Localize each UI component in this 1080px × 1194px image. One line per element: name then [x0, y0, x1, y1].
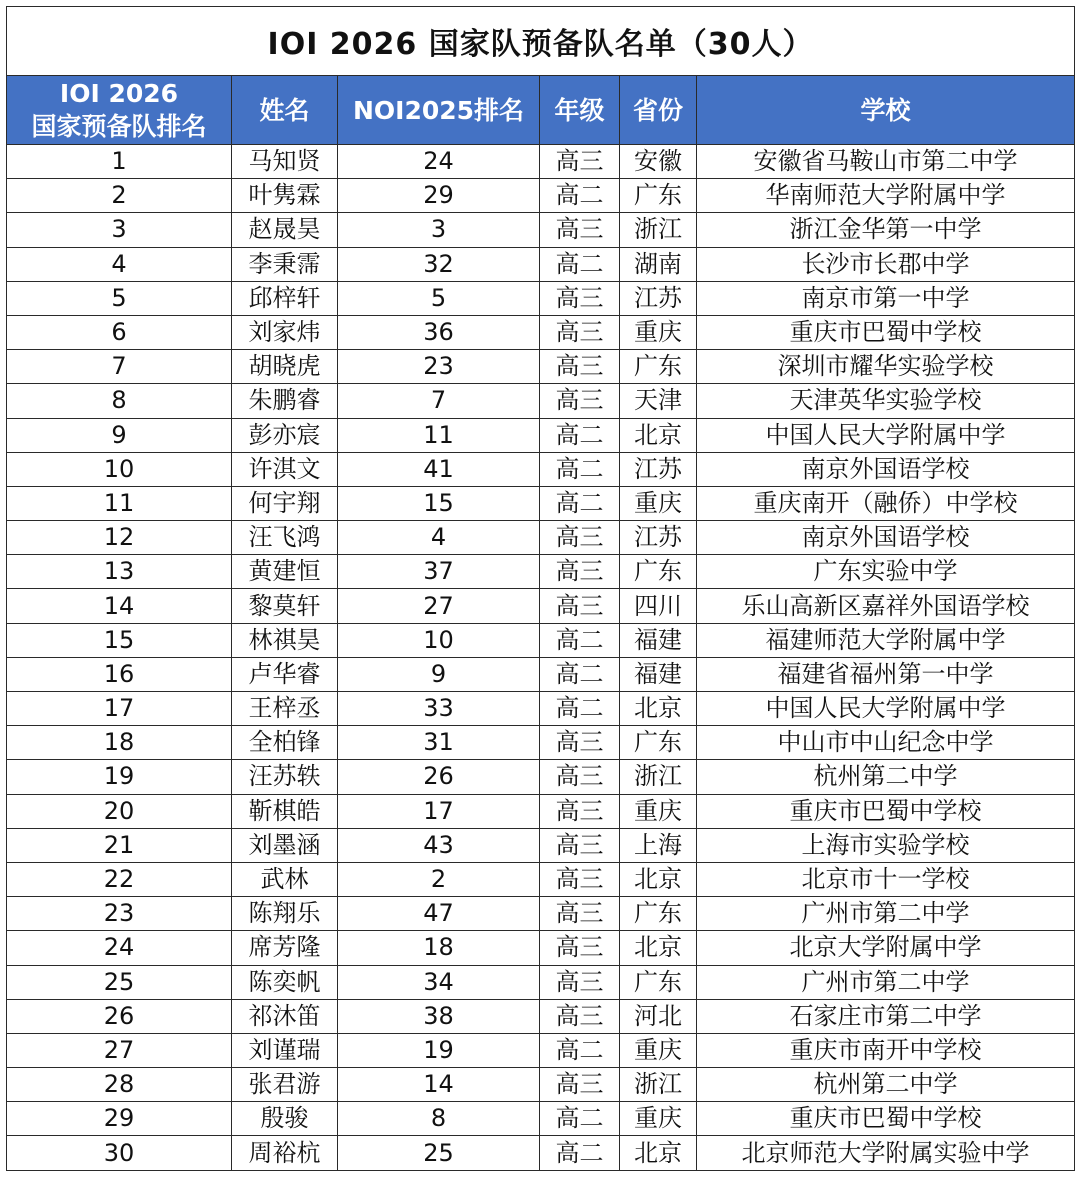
cell-province: 广东	[620, 726, 697, 760]
cell-noi-rank: 41	[338, 452, 540, 486]
cell-rank: 7	[7, 350, 232, 384]
cell-grade: 高三	[540, 350, 620, 384]
cell-name: 靳棋皓	[232, 794, 338, 828]
cell-province: 浙江	[620, 760, 697, 794]
table-row	[7, 862, 1075, 896]
cell-school: 天津英华实验学校	[697, 384, 1075, 418]
cell-grade: 高二	[540, 452, 620, 486]
cell-grade: 高三	[540, 315, 620, 349]
cell-province: 上海	[620, 828, 697, 862]
cell-school: 杭州第二中学	[697, 760, 1075, 794]
cell-school: 中国人民大学附属中学	[697, 418, 1075, 452]
table-row	[7, 555, 1075, 589]
cell-school: 南京外国语学校	[697, 521, 1075, 555]
header-rank	[7, 76, 232, 145]
cell-rank: 30	[7, 1136, 232, 1170]
cell-province: 广东	[620, 555, 697, 589]
table-row	[7, 384, 1075, 418]
cell-name: 全柏锋	[232, 726, 338, 760]
header-school: 学校	[697, 76, 1075, 145]
cell-noi-rank: 25	[338, 1136, 540, 1170]
cell-grade: 高三	[540, 828, 620, 862]
cell-rank: 3	[7, 213, 232, 247]
cell-province: 江苏	[620, 281, 697, 315]
cell-grade: 高三	[540, 965, 620, 999]
cell-school: 北京师范大学附属实验中学	[697, 1136, 1075, 1170]
table-row	[7, 931, 1075, 965]
cell-grade: 高三	[540, 726, 620, 760]
cell-noi-rank: 47	[338, 897, 540, 931]
cell-name: 邱梓轩	[232, 281, 338, 315]
table-row	[7, 692, 1075, 726]
table-row	[7, 760, 1075, 794]
cell-name: 刘墨涵	[232, 828, 338, 862]
cell-grade: 高三	[540, 862, 620, 896]
cell-grade: 高二	[540, 657, 620, 691]
table-row	[7, 1102, 1075, 1136]
cell-name: 刘谨瑞	[232, 1033, 338, 1067]
cell-grade: 高三	[540, 999, 620, 1033]
cell-name: 赵晟昊	[232, 213, 338, 247]
table-title: IOI 2026 国家队预备队名单（30人）	[7, 7, 1075, 76]
cell-grade: 高二	[540, 623, 620, 657]
cell-rank: 15	[7, 623, 232, 657]
cell-grade: 高二	[540, 486, 620, 520]
cell-school: 浙江金华第一中学	[697, 213, 1075, 247]
cell-noi-rank: 7	[338, 384, 540, 418]
table-row	[7, 794, 1075, 828]
cell-province: 福建	[620, 623, 697, 657]
header-row	[7, 76, 1075, 145]
cell-school: 广州市第二中学	[697, 897, 1075, 931]
cell-grade: 高三	[540, 760, 620, 794]
cell-school: 乐山高新区嘉祥外国语学校	[697, 589, 1075, 623]
cell-school: 安徽省马鞍山市第二中学	[697, 145, 1075, 179]
table-row	[7, 281, 1075, 315]
cell-rank: 25	[7, 965, 232, 999]
cell-province: 浙江	[620, 1068, 697, 1102]
cell-noi-rank: 15	[338, 486, 540, 520]
cell-school: 广东实验中学	[697, 555, 1075, 589]
cell-rank: 4	[7, 247, 232, 281]
cell-rank: 5	[7, 281, 232, 315]
cell-school: 福建师范大学附属中学	[697, 623, 1075, 657]
cell-name: 黄建恒	[232, 555, 338, 589]
header-name: 姓名	[232, 76, 338, 145]
cell-grade: 高三	[540, 897, 620, 931]
cell-rank: 16	[7, 657, 232, 691]
cell-province: 北京	[620, 862, 697, 896]
cell-rank: 2	[7, 179, 232, 213]
cell-grade: 高二	[540, 1102, 620, 1136]
cell-noi-rank: 4	[338, 521, 540, 555]
cell-school: 深圳市耀华实验学校	[697, 350, 1075, 384]
cell-name: 黎莫轩	[232, 589, 338, 623]
table-row	[7, 1033, 1075, 1067]
header-rank-line1: IOI 2026	[59, 79, 179, 108]
cell-school: 北京大学附属中学	[697, 931, 1075, 965]
cell-grade: 高三	[540, 555, 620, 589]
cell-rank: 8	[7, 384, 232, 418]
table-row	[7, 350, 1075, 384]
cell-province: 广东	[620, 965, 697, 999]
table-row	[7, 999, 1075, 1033]
cell-grade: 高三	[540, 521, 620, 555]
cell-grade: 高三	[540, 794, 620, 828]
cell-noi-rank: 10	[338, 623, 540, 657]
cell-school: 福建省福州第一中学	[697, 657, 1075, 691]
cell-name: 陈奕帆	[232, 965, 338, 999]
cell-name: 彭亦宸	[232, 418, 338, 452]
cell-grade: 高二	[540, 247, 620, 281]
cell-school: 重庆市巴蜀中学校	[697, 1102, 1075, 1136]
cell-province: 重庆	[620, 1102, 697, 1136]
cell-province: 广东	[620, 897, 697, 931]
cell-rank: 28	[7, 1068, 232, 1102]
cell-name: 汪苏轶	[232, 760, 338, 794]
cell-grade: 高二	[540, 692, 620, 726]
cell-school: 中国人民大学附属中学	[697, 692, 1075, 726]
cell-grade: 高三	[540, 145, 620, 179]
cell-rank: 17	[7, 692, 232, 726]
cell-noi-rank: 31	[338, 726, 540, 760]
roster-table	[6, 6, 1075, 1171]
cell-rank: 12	[7, 521, 232, 555]
cell-school: 上海市实验学校	[697, 828, 1075, 862]
cell-name: 何宇翔	[232, 486, 338, 520]
cell-rank: 6	[7, 315, 232, 349]
cell-noi-rank: 3	[338, 213, 540, 247]
cell-noi-rank: 43	[338, 828, 540, 862]
table-row	[7, 1068, 1075, 1102]
cell-rank: 21	[7, 828, 232, 862]
cell-name: 席芳隆	[232, 931, 338, 965]
cell-school: 南京外国语学校	[697, 452, 1075, 486]
cell-noi-rank: 37	[338, 555, 540, 589]
cell-name: 武林	[232, 862, 338, 896]
cell-school: 北京市十一学校	[697, 862, 1075, 896]
cell-noi-rank: 2	[338, 862, 540, 896]
table-row	[7, 623, 1075, 657]
cell-name: 刘家炜	[232, 315, 338, 349]
cell-noi-rank: 23	[338, 350, 540, 384]
cell-noi-rank: 11	[338, 418, 540, 452]
cell-noi-rank: 17	[338, 794, 540, 828]
cell-noi-rank: 8	[338, 1102, 540, 1136]
cell-noi-rank: 18	[338, 931, 540, 965]
cell-province: 北京	[620, 1136, 697, 1170]
cell-grade: 高二	[540, 418, 620, 452]
cell-noi-rank: 14	[338, 1068, 540, 1102]
cell-name: 卢华睿	[232, 657, 338, 691]
table-row	[7, 145, 1075, 179]
cell-grade: 高三	[540, 931, 620, 965]
header-rank-line2: 国家预备队排名	[31, 112, 207, 141]
cell-province: 江苏	[620, 452, 697, 486]
table-row	[7, 1136, 1075, 1170]
cell-grade: 高二	[540, 1136, 620, 1170]
cell-noi-rank: 24	[338, 145, 540, 179]
cell-rank: 19	[7, 760, 232, 794]
cell-noi-rank: 19	[338, 1033, 540, 1067]
cell-noi-rank: 27	[338, 589, 540, 623]
cell-province: 重庆	[620, 486, 697, 520]
cell-school: 杭州第二中学	[697, 1068, 1075, 1102]
table-row	[7, 452, 1075, 486]
cell-noi-rank: 26	[338, 760, 540, 794]
cell-rank: 23	[7, 897, 232, 931]
cell-rank: 11	[7, 486, 232, 520]
cell-name: 王梓丞	[232, 692, 338, 726]
cell-name: 许淇文	[232, 452, 338, 486]
cell-grade: 高二	[540, 1033, 620, 1067]
cell-rank: 14	[7, 589, 232, 623]
cell-province: 重庆	[620, 315, 697, 349]
table-row	[7, 213, 1075, 247]
cell-province: 江苏	[620, 521, 697, 555]
cell-school: 石家庄市第二中学	[697, 999, 1075, 1033]
table-row	[7, 828, 1075, 862]
cell-name: 朱鹏睿	[232, 384, 338, 418]
cell-noi-rank: 32	[338, 247, 540, 281]
cell-province: 安徽	[620, 145, 697, 179]
cell-name: 陈翔乐	[232, 897, 338, 931]
cell-province: 广东	[620, 350, 697, 384]
cell-noi-rank: 36	[338, 315, 540, 349]
table-row	[7, 179, 1075, 213]
cell-school: 南京市第一中学	[697, 281, 1075, 315]
cell-province: 重庆	[620, 794, 697, 828]
cell-name: 祁沐笛	[232, 999, 338, 1033]
cell-province: 浙江	[620, 213, 697, 247]
cell-grade: 高三	[540, 589, 620, 623]
cell-school: 重庆南开（融侨）中学校	[697, 486, 1075, 520]
cell-rank: 29	[7, 1102, 232, 1136]
cell-rank: 18	[7, 726, 232, 760]
cell-grade: 高三	[540, 213, 620, 247]
cell-school: 重庆市南开中学校	[697, 1033, 1075, 1067]
table-row	[7, 521, 1075, 555]
cell-name: 张君游	[232, 1068, 338, 1102]
cell-province: 北京	[620, 418, 697, 452]
cell-rank: 27	[7, 1033, 232, 1067]
cell-school: 重庆市巴蜀中学校	[697, 315, 1075, 349]
table-row	[7, 418, 1075, 452]
cell-noi-rank: 34	[338, 965, 540, 999]
header-province: 省份	[620, 76, 697, 145]
cell-rank: 24	[7, 931, 232, 965]
cell-province: 福建	[620, 657, 697, 691]
cell-province: 河北	[620, 999, 697, 1033]
cell-noi-rank: 38	[338, 999, 540, 1033]
cell-province: 四川	[620, 589, 697, 623]
header-noi-rank: NOI2025排名	[338, 76, 540, 145]
table-row	[7, 247, 1075, 281]
cell-school: 长沙市长郡中学	[697, 247, 1075, 281]
table-row	[7, 726, 1075, 760]
cell-name: 叶隽霖	[232, 179, 338, 213]
table-row	[7, 897, 1075, 931]
cell-noi-rank: 29	[338, 179, 540, 213]
cell-rank: 10	[7, 452, 232, 486]
cell-grade: 高三	[540, 281, 620, 315]
cell-name: 胡晓虎	[232, 350, 338, 384]
cell-grade: 高三	[540, 384, 620, 418]
cell-grade: 高二	[540, 179, 620, 213]
cell-province: 北京	[620, 692, 697, 726]
table-body	[7, 145, 1075, 1171]
cell-school: 广州市第二中学	[697, 965, 1075, 999]
table-row	[7, 657, 1075, 691]
table-row	[7, 589, 1075, 623]
cell-rank: 13	[7, 555, 232, 589]
cell-noi-rank: 33	[338, 692, 540, 726]
cell-school: 中山市中山纪念中学	[697, 726, 1075, 760]
cell-province: 重庆	[620, 1033, 697, 1067]
header-grade: 年级	[540, 76, 620, 145]
cell-name: 李秉霈	[232, 247, 338, 281]
cell-province: 北京	[620, 931, 697, 965]
cell-grade: 高三	[540, 1068, 620, 1102]
cell-rank: 9	[7, 418, 232, 452]
cell-rank: 26	[7, 999, 232, 1033]
cell-noi-rank: 5	[338, 281, 540, 315]
cell-noi-rank: 9	[338, 657, 540, 691]
cell-rank: 22	[7, 862, 232, 896]
table-row	[7, 315, 1075, 349]
table-row	[7, 965, 1075, 999]
cell-school: 华南师范大学附属中学	[697, 179, 1075, 213]
cell-rank: 20	[7, 794, 232, 828]
cell-name: 殷骏	[232, 1102, 338, 1136]
cell-name: 马知贤	[232, 145, 338, 179]
cell-province: 广东	[620, 179, 697, 213]
cell-name: 汪飞鸿	[232, 521, 338, 555]
cell-rank: 1	[7, 145, 232, 179]
cell-province: 天津	[620, 384, 697, 418]
table-row	[7, 486, 1075, 520]
cell-name: 林祺昊	[232, 623, 338, 657]
cell-name: 周裕杭	[232, 1136, 338, 1170]
cell-school: 重庆市巴蜀中学校	[697, 794, 1075, 828]
cell-province: 湖南	[620, 247, 697, 281]
